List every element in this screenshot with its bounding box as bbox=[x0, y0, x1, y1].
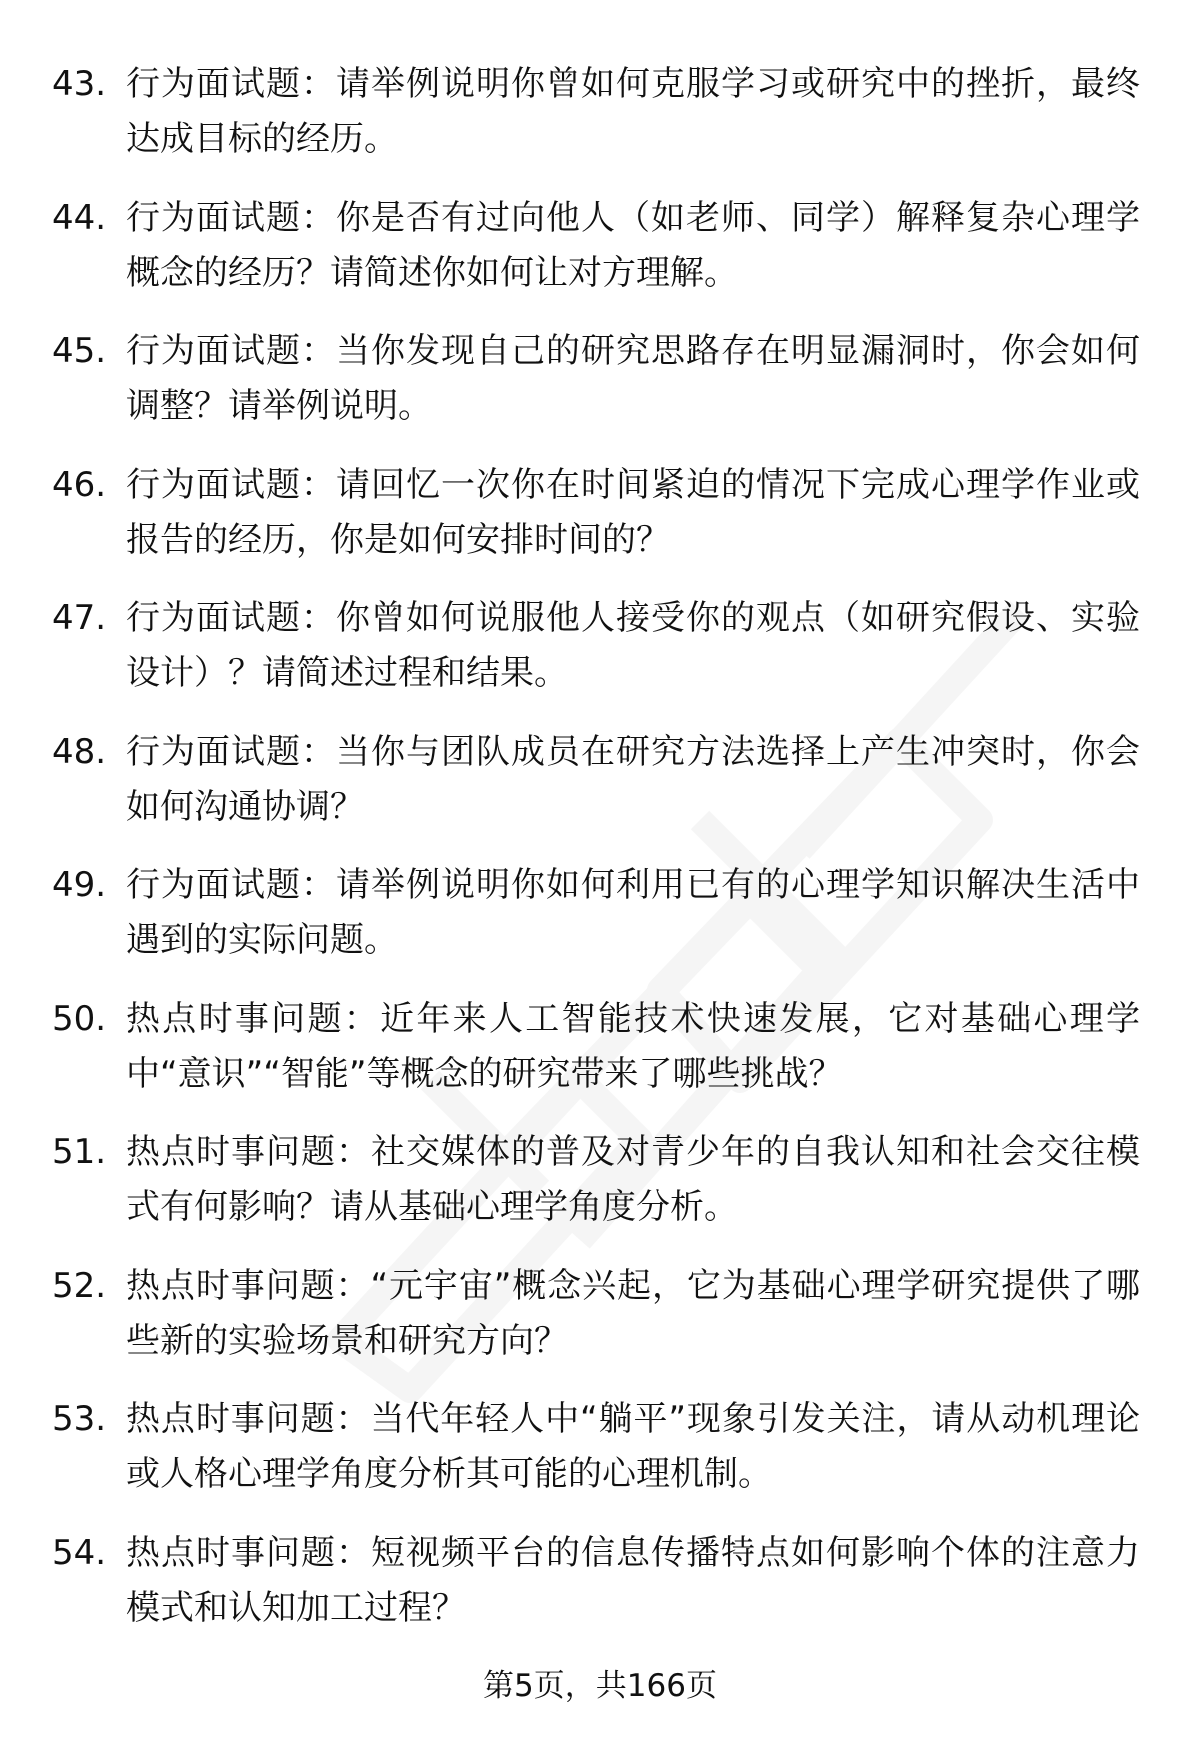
question-text: 行为面试题：你是否有过向他人（如老师、同学）解释复杂心理学概念的经历？请简述你如何让对方理解。 bbox=[126, 197, 1140, 293]
question-number: 49. bbox=[52, 865, 107, 905]
question-item bbox=[0, 458, 1200, 592]
question-item bbox=[0, 1125, 1200, 1259]
question-item bbox=[0, 858, 1200, 992]
question-item bbox=[0, 591, 1200, 725]
page-number-label: 第5页，共166页 bbox=[483, 1668, 717, 1704]
question-list bbox=[0, 57, 1200, 1659]
question-item bbox=[0, 57, 1200, 191]
question-text: 行为面试题：请举例说明你曾如何克服学习或研究中的挫折，最终达成目标的经历。 bbox=[126, 64, 1140, 159]
question-text: 行为面试题：请举例说明你如何利用已有的心理学知识解决生活中遇到的实际问题。 bbox=[126, 865, 1140, 960]
question-text: 热点时事问题：当代年轻人中“躺平”现象引发关注，请从动机理论或人格心理学角度分析其可能的心理机制。 bbox=[126, 1399, 1140, 1494]
question-text: 热点时事问题：近年来人工智能技术快速发展，它对基础心理学中“意识”“智能”等概念的研究带来了哪些挑战？ bbox=[126, 998, 1140, 1094]
question-text: 行为面试题：当你与团队成员在研究方法选择上产生冲突时，你会如何沟通协调？ bbox=[126, 731, 1140, 827]
question-text: 热点时事问题：社交媒体的普及对青少年的自我认知和社会交往模式有何影响？请从基础心理学角度分析。 bbox=[126, 1132, 1140, 1227]
question-number: 46. bbox=[52, 464, 107, 505]
question-number: 52. bbox=[52, 1265, 107, 1306]
question-item bbox=[0, 992, 1200, 1126]
question-number: 48. bbox=[52, 731, 107, 772]
question-item bbox=[0, 725, 1200, 859]
question-number: 43. bbox=[52, 64, 107, 104]
question-text: 行为面试题：请回忆一次你在时间紧迫的情况下完成心理学作业或报告的经历，你是如何安排时间的？ bbox=[126, 464, 1140, 560]
question-item bbox=[0, 1392, 1200, 1526]
question-item bbox=[0, 1259, 1200, 1393]
question-number: 53. bbox=[52, 1399, 107, 1439]
question-number: 47. bbox=[52, 598, 107, 638]
question-number: 51. bbox=[52, 1132, 107, 1172]
page-footer bbox=[0, 1665, 1200, 1707]
question-text: 热点时事问题：“元宇宙”概念兴起，它为基础心理学研究提供了哪些新的实验场景和研究方向？ bbox=[126, 1265, 1140, 1361]
question-number: 44. bbox=[52, 197, 107, 238]
question-text: 行为面试题：你曾如何说服他人接受你的观点（如研究假设、实验设计）？请简述过程和结果。 bbox=[126, 598, 1140, 693]
question-item bbox=[0, 1526, 1200, 1660]
question-text: 行为面试题：当你发现自己的研究思路存在明显漏洞时，你会如何调整？请举例说明。 bbox=[126, 331, 1140, 426]
question-text: 热点时事问题：短视频平台的信息传播特点如何影响个体的注意力模式和认知加工过程？ bbox=[126, 1532, 1140, 1628]
question-number: 45. bbox=[52, 331, 107, 371]
question-number: 50. bbox=[52, 998, 107, 1039]
question-number: 54. bbox=[52, 1532, 107, 1573]
question-item bbox=[0, 324, 1200, 458]
question-item bbox=[0, 191, 1200, 325]
